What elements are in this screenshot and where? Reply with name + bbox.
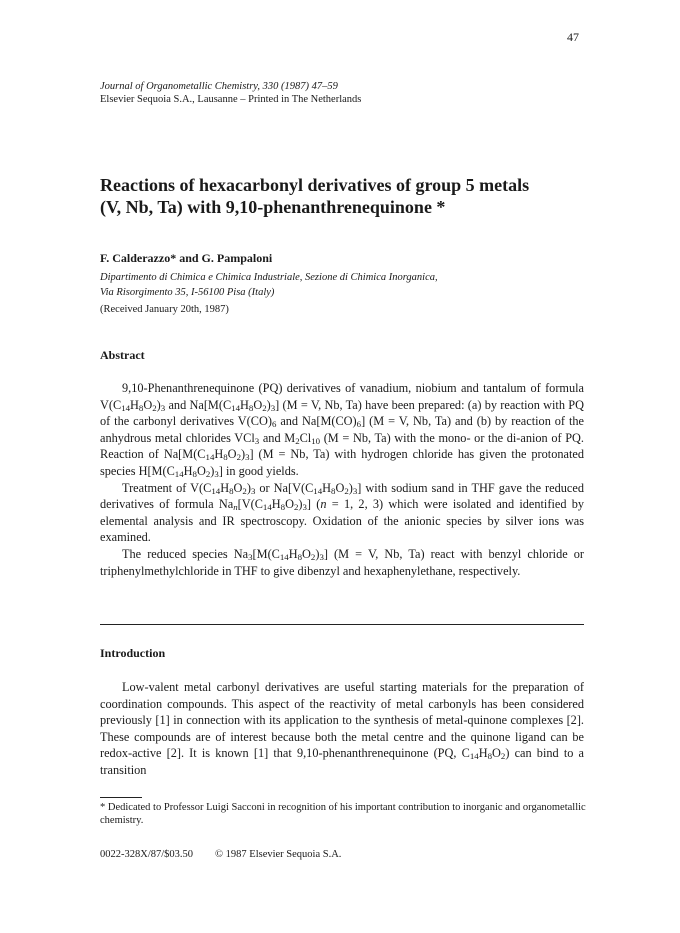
abstract-paragraph: 9,10-Phenanthrenequinone (PQ) derivatives of vanadium, niobium and tantalum of formula $V(C_{14}H_8O_2)_3$ and $Na[M(C_{14}H_8O_2)_3] (M = V$, Nb, Ta) have been prepared: (a) by reaction with PQ of the carbonyl derivatives $V(CO)_6$ and $Na[M(CO)_6] (M = V$, Nb, Ta) and (b) by reaction of the anhydrous metal chlorides VCl$_3$ and $M_2Cl_{10}$ (M = Nb, Ta) with the mono- or the di-anion of PQ. Reaction of $Na[M(C_{14}H_8O_2)_3] (M = Nb$, Ta) with hydrogen chloride has given the protonated species $H[M(C_{14}H_8O_2)_3]$ in good yields. xyxy=(100,381,584,480)
article-title xyxy=(100,174,600,218)
affiliation-line-2: Via Risorgimento 35, I-56100 Pisa (Italy) xyxy=(100,287,275,298)
publisher-line: Elsevier Sequoia S.A., Lausanne – Printed in The Netherlands xyxy=(100,94,362,105)
title-line-1: Reactions of hexacarbonyl derivatives of group 5 metals xyxy=(100,175,530,195)
copyright-notice: © 1987 Elsevier Sequoia S.A. xyxy=(215,849,342,860)
abstract-body xyxy=(100,380,584,579)
page-number: 47 xyxy=(567,30,579,44)
footnote-divider xyxy=(100,797,142,798)
section-divider xyxy=(100,624,584,625)
abstract-paragraph: The reduced species $Na_3[M(C_{14}H_8O_2)_3] (M = V$, Nb, Ta) react with benzyl chloride or triphenylmethylchloride in THF to give dibenzyl and hexaphenylethane, respectively. xyxy=(100,546,585,578)
affiliation xyxy=(100,270,438,300)
journal-citation: Journal of Organometallic Chemistry, 330 (1987) 47–59 xyxy=(100,81,338,92)
footnote: * Dedicated to Professor Luigi Sacconi in recognition of his important contribution to inorganic and organometallic chemistry. xyxy=(100,802,586,826)
title-line-2: (V, Nb, Ta) with 9,10-phenanthrenequinone * xyxy=(100,197,446,217)
introduction-heading: Introduction xyxy=(100,646,166,660)
affiliation-line-1: Dipartimento di Chimica e Chimica Industriale, Sezione di Chimica Inorganica, xyxy=(100,272,438,283)
issn-code: 0022-328X/87/$03.50 xyxy=(100,849,194,860)
abstract-heading: Abstract xyxy=(100,348,145,362)
copyright-line xyxy=(100,849,341,860)
introduction-paragraph: Low-valent metal carbonyl derivatives are useful starting materials for the preparation of coordination compounds. This aspect of the reactivity of metal carbonyls has been considered previously [1] in connection with its application to the synthesis of metal-quinone complexes [2]. These compounds are of interest because both the metal centre and the quinone ligand can be redox-active [2]. It is known [1] that 9,10-phenanthrenequinone (PQ, $C_{14}H_8O_2$) can bind to a transition xyxy=(100,680,584,777)
abstract-paragraph: Treatment of $V(C_{14}H_8O_2)_3$ or $Na[V(C_{14}H_8O_2)_3]$ with sodium sand in THF gave the reduced derivatives of formula $Na_n[V(C_{14}H_8O_2)_3] (n = 1$, 2, 3) which were isolated and identified by elemental analysis and IR spectroscopy. Oxidation of the anionic species by silver ions was examined. xyxy=(100,480,585,545)
journal-header xyxy=(100,80,361,106)
received-date: (Received January 20th, 1987) xyxy=(100,304,229,315)
introduction-body xyxy=(100,679,584,779)
authors: F. Calderazzo* and G. Pampaloni xyxy=(100,251,273,265)
